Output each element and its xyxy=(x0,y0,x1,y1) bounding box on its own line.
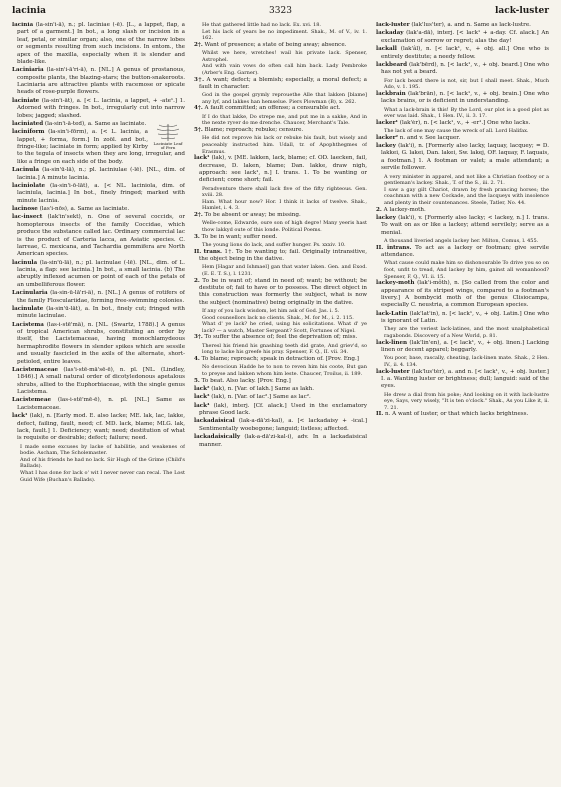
citation-quote: The lack of one may cause the wreck of all. Lord Halifax. xyxy=(384,128,529,135)
dictionary-entry xyxy=(376,311,549,326)
headword: lack² xyxy=(194,385,210,392)
definition-text: Blame; reproach; rebuke; censure. xyxy=(202,127,304,134)
headword: 2. xyxy=(376,206,382,213)
dictionary-entry xyxy=(12,98,185,120)
headword: II. trans. xyxy=(194,248,223,255)
definition-text: n. and v. See lacquer. xyxy=(398,134,461,141)
headword: 2†. xyxy=(194,41,203,48)
definition-text: (lak'i-môth), n. [So called from the color and appearance of its striped wings, compared to a footman's livery.] A bombycid moth of the genus Clisiocampa, especially C. neustria, a common European species. xyxy=(381,280,549,309)
definition-text: To act as a lackey or footman; give servile attendance. xyxy=(381,244,549,259)
dictionary-entry xyxy=(194,212,367,219)
dictionary-entry xyxy=(376,135,549,142)
column-1 xyxy=(12,22,185,783)
dictionary-entry xyxy=(376,215,549,237)
headword: lackadaisical xyxy=(194,418,235,425)
definition-text: To be in want of; stand in need of; want; be without; be destitute of; fail to have or to possess. The direct object in this construction was formerly the subject, what is now the subject (nominative) being originally in the dative. xyxy=(199,277,367,306)
guide-word-right: lack-luster xyxy=(495,6,549,16)
citation-quote: He that gathered little had no lack. Ex. xvi. 18. xyxy=(202,22,322,28)
dictionary-entry xyxy=(376,143,549,173)
dictionary-entry xyxy=(194,77,367,92)
citation-quote: What a lack-brain is this! By the Lord, our plot is a good plot as ever was laid. Shak., 1 Hen. IV., ii. 3. 17. xyxy=(384,106,549,120)
citation-quote: Ham. What hour now? Hor. I think it lacks of twelve. Shak., Hamlet, i. 4. 3. xyxy=(202,198,367,212)
definition-text: (las'i-stē-mā'sē-ē), n. pl. [NL. (Lindley, 1846).] A small natural order of dicotyledonous apetalous shrubs, allied to the Euphorbiaceae, with the single genus Lacistema. xyxy=(17,366,185,395)
headword: Lacinularia xyxy=(12,290,48,297)
headword: Lacistema xyxy=(12,321,44,328)
dictionary-entry xyxy=(12,306,185,321)
headword: lack-luster xyxy=(376,368,410,375)
definition-text: To be absent or away; be missing. xyxy=(202,212,301,219)
headword: lacker¹ xyxy=(376,119,398,126)
dictionary-entry xyxy=(194,434,367,449)
citation-quote: He did not reprove his lack or rebuke his fault, but wisely and peaceably instructed him. Udall, tr. of Apophthegmes of Erasmus. xyxy=(202,135,367,155)
definition-text: (lak'lus'ter), a. and n. Same as lack-lustre. xyxy=(409,22,531,28)
citation-quote: They are the veriest lack-latines, and the most unalphabetical ragabonds. Discovery of a New World, p. 81. xyxy=(384,326,549,340)
headword: lack-linen xyxy=(376,339,408,346)
headword: lacker² xyxy=(376,134,398,141)
dictionary-entry xyxy=(194,127,367,134)
headword: II. xyxy=(376,411,384,418)
definition-text: (la-sin'ū-lāt), a. In bot., finely cut; fringed with minute lacinulae. xyxy=(17,305,185,320)
headword: lac-insect xyxy=(12,214,43,221)
definition-text: (la-sin'i-ā'ri-ä), n. [NL.] A genus of prostanous, composite plants, the blazing-stars; the button-snakeroots. Laciniaria are attractive plants with racemose or spicate heads of rose-purple flowers. xyxy=(17,67,185,96)
dictionary-entry xyxy=(376,62,549,77)
citation-quote: I saw a gay gilt Chariot, drawn by fresh prancing horses; the coachman with a new Cockade, and the lacqueys with insolence and plenty in their countenances. Steele, Tatler, No. 44. xyxy=(384,186,549,206)
definition-text: (la-sin'i-fōrm), a. [< L. lacinia, a lappet, + forma, form.] In zoöl. and bot., fringe-like; laciniate in form; applied by Kirby to the tegula of insects when they are long, irregular, and like a fringe on each side of the body. xyxy=(17,129,185,165)
headword: lacinia xyxy=(12,22,34,28)
definition-text: (lak'i), v. [Formerly also lacky; < lackey, n.] I. trans. To wait on as or like a lackey; attend servilely; serve as a menial. xyxy=(381,214,549,236)
headword: 5†. xyxy=(194,127,203,134)
headword: lackadaisically xyxy=(194,434,241,441)
definition-text: (lak-a-dā'zi-kal-i), adv. In a lackadaisical manner. xyxy=(199,434,367,448)
citation-quote: Welle-come, Edwarde, oure son of high degre! Many yeeris hast thow lakkyd oute of this londe. Political Poems. xyxy=(202,220,367,234)
definition-text: (las-i-stē'mē-ē), n. pl. [NL.] Same as Lacistemaceae. xyxy=(17,397,185,411)
dictionary-entry xyxy=(194,386,367,393)
headword: 2†. xyxy=(194,212,203,219)
dictionary-entry xyxy=(194,155,367,185)
definition-text: (la-sin-ū-lā'ri-ä), n. [NL.] A genus of rotifers of the family Flosculariidae, forming free-swimming colonies. xyxy=(17,290,185,304)
citation-quote: If any of you lack wisdom, let him ask of God. Jas. i. 5. xyxy=(202,308,340,315)
definition-text: (lak), v. [ME. lakken, lack, blame; cf. OD. laecken, fail, decrease, D. laken, blame; Dan. lakke, draw nigh, approach: see lack¹, n.] I. trans. 1. To be wanting or deficient; come short; fail. xyxy=(199,155,367,184)
citation-quote: Peradventure there shall lack five of the fifty righteous. Gen. xviii. 28. xyxy=(202,185,367,199)
headword: Lacinula xyxy=(12,167,39,174)
dictionary-entry xyxy=(376,245,549,260)
headword: II. intrans. xyxy=(376,244,412,251)
definition-text: (lak'lat'in), n. [< lack¹, v., + obj. Latin.] One who is ignorant of Latin. xyxy=(381,310,549,325)
dictionary-entry xyxy=(194,278,367,308)
headword: 3†. xyxy=(194,76,205,83)
dictionary-entry xyxy=(12,397,185,412)
headword: lack³ xyxy=(194,394,210,401)
dictionary-entry xyxy=(376,46,549,61)
dictionary-entry xyxy=(376,280,549,310)
definition-text: Want of presence; a state of being away; absence. xyxy=(202,41,347,48)
definition-text: (las'i-nōs), a. Same as laciniate. xyxy=(37,206,130,212)
definition-text: (lak'i), n. [Formerly also lacky, laquay, lacquey; = D. lakkei, G. lakei, Dan. lakei, Sw. lakej, OF. laquay, F. laquais, a footman.] 1. A footman or valet; a male attendant; a servile follower. xyxy=(381,143,549,172)
definition-text: (la-sin'i-āt), a. [< L. lacinia, a lappet, + -ate¹.] 1. Adorned with fringes. In bot., irregularly cut into narrow lobes; jagged; slashed. xyxy=(17,97,185,119)
dictionary-entry xyxy=(194,334,367,341)
definition-text: (lak'ėr), n. [< lack¹, v., + -er¹.] One who lacks. xyxy=(398,119,531,126)
definition-text: (lak), n. [Var. of lakh.] Same as lakh. xyxy=(209,385,315,392)
dictionary-entry xyxy=(194,418,367,433)
dictionary-entry xyxy=(376,340,549,355)
headword: lack¹ xyxy=(194,155,210,162)
definition-text: (la-sin'ū-lä), n.; pl. laciniulae (-lē). [NL., dim. of lacinia.] A minute lacinia. xyxy=(17,167,185,181)
column-3 xyxy=(376,22,549,783)
definition-text: (lak'lus'tėr), a. and n. [< lack¹, v., + obj. luster.] I. a. Wanting luster or brightness; dull; languid: said of the eyes. xyxy=(381,368,549,390)
headword: 5. xyxy=(194,377,200,384)
headword: lacinose xyxy=(12,206,38,212)
definition-text: (lak), n. [Early mod. E. also lacke; ME. lak, lac, lakke, defect, failing, fault, need; cf. MD. lack, blame; MLG. lak, lack, fault.] 1. Deficiency; want; need; destitution of what is requisite or desirable; defect; failure; need. xyxy=(17,413,185,442)
headword: lack-luster xyxy=(376,22,410,28)
citation-quote: If I do that lakke, Do strepe me, and put me in a sakke, And in the nexte ryver do me drenche. Chaucer, Merchant's Tale. xyxy=(202,113,367,127)
definition-text: (lak-a-dā'zi-kal), a. [< lackadaisy + -ical.] Sentimentally woebegone; languid; listless; affected. xyxy=(199,418,367,432)
dictionary-entry xyxy=(194,356,367,363)
dictionary-entry xyxy=(194,394,367,401)
dictionary-entry xyxy=(12,413,185,443)
dictionary-entry xyxy=(194,378,367,385)
headword: 3†. xyxy=(194,334,203,341)
definition-text: (la-sin'i-ä), n.; pl. laciniae (-ē). [L., a lappet, flap, a part of a garment.] In bot., a long slash or incision in a leaf, petal, or similar organ; also, one of the narrow lobes or segments resulting from such incisions. In entom., the apex of the maxilla, especially when it is slender and blade-like. xyxy=(17,22,185,65)
headword: lackall xyxy=(376,46,397,53)
definition-text: (las-i-stē'mä), n. [NL. (Swartz, 1788).] A genus of tropical American shrubs, constituting an order by itself, the Lacistemaceae, having monochlamydeous hermaphrodite flowers in slender spikes which are sessile and usually fascicled in the axils of the alternate, short-petioled, entire leaves. xyxy=(17,321,185,365)
citation-quote: A thousand liveried angels lackey her. Milton, Comus, l. 455. xyxy=(384,238,539,245)
headword: laciniolate xyxy=(12,182,46,189)
dictionary-entry xyxy=(12,367,185,397)
citation-quote: No devocioun Hadde he to non to reven him his coote, But gan to preyse and lakken whom him leste. Chaucer, Troilus, ii. 189. xyxy=(202,364,367,377)
dictionary-entry xyxy=(12,183,185,205)
fern-leaf-icon xyxy=(153,122,183,142)
dictionary-entry xyxy=(12,214,185,258)
citation-quote: You poor, base, rascally, cheating, lack-linen mate. Shak., 2 Hen. IV., ii. 4. 134. xyxy=(384,355,549,368)
dictionary-entry xyxy=(12,260,185,290)
definition-text: 1†. To be wanting to; fail. Originally intransitive, the object being in the dative. xyxy=(199,248,367,262)
definition-text: (lak'a-dā), interj. [< lack¹ + a-day. Cf. alack.] An exclamation of sorrow or regret; alas the day! xyxy=(381,30,549,44)
figure-caption: Laciniate Leaf of Fern xyxy=(153,140,183,150)
headword: lackey-moth xyxy=(376,280,415,287)
headword: Lacistemaceae xyxy=(12,366,59,373)
headword: lackbrain xyxy=(376,90,406,97)
headword: lack⁴ xyxy=(194,402,210,409)
dictionary-entry xyxy=(376,30,549,45)
headword: laciniform xyxy=(12,129,45,136)
headword: Lacistemeae xyxy=(12,397,52,404)
dictionary-entry xyxy=(376,207,549,214)
citation-quote: The young lions do lack, and suffer hunger. Ps. xxxiv. 10. xyxy=(202,242,346,248)
page-header xyxy=(12,6,549,20)
headword: lackaday xyxy=(376,30,404,37)
leaf-illustration xyxy=(151,122,185,150)
dictionary-entry xyxy=(12,22,185,66)
headword: 3. xyxy=(194,233,200,240)
citation-quote: I made some excuses by lacke of habilitie, and weakenes of bodie. Ascham, The Scholemaster. xyxy=(20,443,185,457)
citation-quote: For lack beard there is not, sir, but I shall meet. Shak., Much Ado, v. 1. 195. xyxy=(384,77,549,91)
dictionary-entry xyxy=(376,120,549,127)
definition-text: (lak'âl), n. [< lack¹, v., + obj. all.] One who is entirely destitute; a needy fellow. xyxy=(381,46,549,60)
headword: lacinulate xyxy=(12,305,44,312)
column-2 xyxy=(194,22,367,783)
dictionary-entry xyxy=(194,234,367,241)
headword: lackey xyxy=(376,214,396,221)
headword: lack¹ xyxy=(12,413,28,420)
citation-quote: What d' ye lack? he cried, using his solicitations. What d' ye lack? — a watch, Master Sergeant? Scott, Fortunes of Nigel. xyxy=(202,321,367,334)
definition-text: To beat. Also lacky. [Prov. Eng.] xyxy=(199,377,291,384)
citation-quote: Hem [Hagar and Ishmael] gan that water laken. Gen. and Exod. (E. E. T. S.), l. 1231. xyxy=(202,264,367,277)
citation-quote: Theresl his friend his gnashing teeth did grate, And griev'd, so long to lacke his greefe his pray. Spenser, F. Q., II. vii. 34. xyxy=(202,342,367,356)
headword: lacinula xyxy=(12,259,38,266)
headword: lackey xyxy=(376,143,396,150)
definition-text: n. A want of luster, or that which lacks brightness. xyxy=(383,411,529,418)
citation-quote: What cause could make him so dishonourable To drive you so on foot, unfit to tread, And lackey by him, gainst all womanhood? Spenser, F. Q., VI. ii. 15. xyxy=(384,260,549,280)
dictionary-entry xyxy=(194,42,367,49)
guide-word-left: lacinia xyxy=(12,6,46,16)
dictionary-entry xyxy=(194,403,367,418)
citation-quote: He drew a dial from his poke; And looking on it with lack-lustre eye, Says, very wisely, "It is ten o'clock." Shak., As you Like it, ii. 7. 21. xyxy=(384,391,549,411)
definition-text: (lak'in'sekt), n. One of several coccids, or homopterous insects of the family Coccidae, which produce the substance called lac. Ordinary commercial lac is the product of Carteria lacca, an Asiatic species. C. larreae, C. mexicana, and Tachardia gemmifera are North American species. xyxy=(17,214,185,258)
headword: lack-Latin xyxy=(376,310,408,317)
citation-quote: Good counsellors lack no clients. Shak., M. for M., i. 2. 115. xyxy=(202,314,354,321)
dictionary-entry xyxy=(12,290,185,305)
dictionary-entry xyxy=(12,167,185,182)
headword: 4†. xyxy=(194,105,203,112)
dictionary-entry xyxy=(194,105,367,112)
dictionary-entry xyxy=(376,369,549,391)
headword: Laciniaria xyxy=(12,67,44,74)
definition-text: A fault committed; an offense; a censurable act. xyxy=(202,105,341,112)
citation-quote: Let his lack of years be no impediment. Shak., M. of V., iv. 1. 162. xyxy=(202,28,367,42)
dictionary-entry xyxy=(12,206,185,213)
definition-text: A lackey-moth. xyxy=(381,206,426,213)
citation-quote: And with vain vows do often call him back. Lady Pembroke (Arber's Eng. Garner). xyxy=(202,63,367,76)
citation-quote: A very minister in apparel, and not like a Christian footboy or a gentleman's lackey. Shak., T. of the S., iii. 2. 71. xyxy=(384,173,549,187)
definition-text: (la-sin'ū-lä), n.; pl. lacinulae (-lē). [NL., dim. of L. lacinia, a flap: see lacinia.] In bot., a small lacinia. (b) The abruptly inflexed acumen or point of each of the petals of an umbelliferous flower. xyxy=(17,259,185,288)
dictionary-entry xyxy=(376,22,549,29)
headword: laciniate xyxy=(12,97,40,104)
definition-text: (la-sin'i-ā-ted), a. Same as laciniate. xyxy=(43,120,147,127)
definition-text: (lak'lin'en), a. [< lack¹, v., + obj. linen.] Lacking linen or decent apparel; beggarly. xyxy=(381,339,549,353)
definition-text: To be in want; suffer need. xyxy=(199,233,278,240)
citation-quote: God in the gospel grymly reprouethe Alle that lakken [blame] any lyf, and lakkes han hemselue. Piers Plowman (B), x. 262. xyxy=(202,92,367,105)
headword: 4. xyxy=(194,355,200,362)
definition-text: (lak'bērd), n. [< lack¹, v., + obj. beard.] One who has not yet a beard. xyxy=(381,61,549,76)
dictionary-entry xyxy=(376,91,549,106)
headword: 2. xyxy=(194,277,200,284)
citation-quote: What I has done for lack o' wit I never never can recal. The Lost Guid Wife (Buchan's Ballads). xyxy=(20,470,185,483)
definition-text: (lak'brān), n. [< lack¹, v., + obj. brain.] One who lacks brains, or is deficient in understanding. xyxy=(381,90,549,105)
citation-quote: Whilst we here, wretches! wail his private lack. Spenser, Astrophel. xyxy=(202,50,367,63)
dictionary-entry xyxy=(12,67,185,97)
dictionary-entry xyxy=(12,322,185,366)
definition-text: (la-sin'i-ō-lāt), a. [< NL. laciniola, dim. of laciniula, lacinia.] In bot., finely fringed; marked with minute lacinia. xyxy=(17,182,185,204)
headword: lackbeard xyxy=(376,61,407,68)
headword: laciniated xyxy=(12,120,44,127)
dictionary-entry xyxy=(376,411,549,418)
page-number: 3323 xyxy=(269,6,292,16)
citation-quote: And of his friends he had no lack. Sir Hugh of the Grime (Child's Ballads). xyxy=(20,456,185,470)
dictionary-entry xyxy=(194,249,367,264)
definition-text: (lak), n. [Var. of lac².] Same as lac². xyxy=(209,394,311,401)
definition-text: (lak), interj. [Cf. alack.] Used in the exclamatory phrase Good lack. xyxy=(199,402,367,417)
definition-text: To blame; reproach; speak in detraction of. [Prov. Eng.] xyxy=(199,355,359,362)
definition-text: A want; defect; a blemish; especially, a moral defect; a fault in character. xyxy=(199,76,367,90)
definition-text: To suffer the absence of; feel the deprivation of; miss. xyxy=(202,334,358,341)
